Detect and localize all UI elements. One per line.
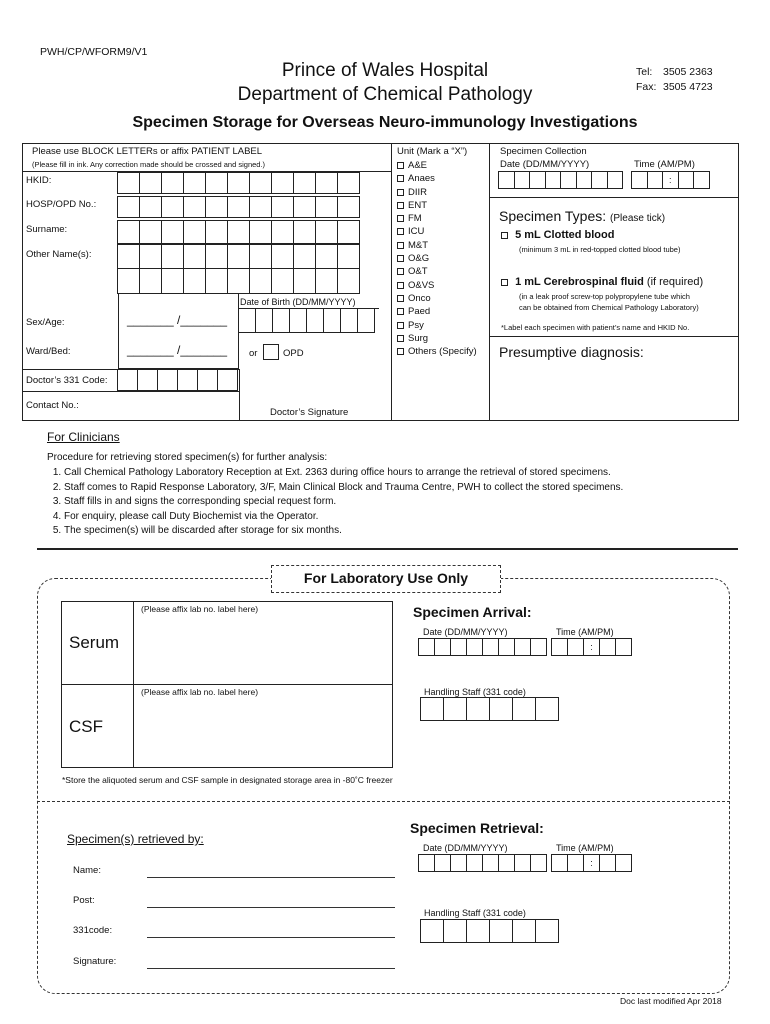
unit-checkbox[interactable]	[397, 255, 404, 262]
blood-option[interactable]: 5 mL Clotted blood	[501, 229, 614, 241]
arrival-heading: Specimen Arrival:	[413, 604, 532, 620]
retrieval-handling-label: Handling Staff (331 code)	[424, 908, 526, 918]
unit-option[interactable]	[397, 345, 477, 358]
procedure-intro: Procedure for retrieving stored specimen(s) for further analysis:	[47, 452, 328, 463]
arrival-handling-boxes[interactable]	[421, 697, 559, 721]
sex-age-label: Sex/Age:	[26, 317, 65, 328]
or-label: or	[249, 348, 258, 359]
unit-option[interactable]	[397, 279, 477, 292]
section-divider	[37, 548, 738, 550]
unit-checkbox[interactable]	[397, 295, 404, 302]
unit-option[interactable]	[397, 239, 477, 252]
contact-label: Contact No.:	[26, 400, 79, 411]
store-note: *Store the aliquoted serum and CSF sample in designated storage area in -80˚C freezer	[62, 775, 393, 785]
retrieval-time-label: Time (AM/PM)	[556, 843, 614, 853]
csf-affix-label: (Please affix lab no. label here)	[141, 687, 259, 697]
unit-option-label: ENT	[408, 199, 427, 211]
sex-age-field[interactable]: _______ /_______	[127, 313, 228, 327]
unit-option[interactable]	[397, 172, 477, 185]
csf-note-2: can be obtained from Chemical Pathology Laboratory)	[519, 303, 699, 312]
unit-option[interactable]	[397, 319, 477, 332]
surname-boxes[interactable]	[118, 220, 360, 244]
unit-option-label: ICU	[408, 226, 425, 238]
doc-modified: Doc last modified Apr 2018	[620, 996, 722, 1006]
arrival-date-label: Date (DD/MM/YYYY)	[423, 627, 508, 637]
lab-use-heading: For Laboratory Use Only	[271, 565, 501, 593]
patient-instruction: Please use BLOCK LETTERs or affix PATIENT LABEL	[32, 146, 263, 157]
unit-option[interactable]	[397, 212, 477, 225]
unit-option-label: Surg	[408, 332, 429, 344]
doctor-signature-label: Doctor’s Signature	[270, 407, 349, 418]
retriever-post-label: Post:	[73, 895, 95, 906]
unit-option-label: M&T	[408, 239, 429, 251]
unit-option[interactable]	[397, 225, 477, 238]
retrieval-heading: Specimen Retrieval:	[410, 820, 544, 836]
sex-ward-frame	[118, 293, 239, 369]
collection-date-boxes[interactable]	[499, 171, 623, 189]
unit-checkbox[interactable]	[397, 335, 404, 342]
retriever-code-line[interactable]	[147, 937, 395, 938]
retriever-signature-label: Signature:	[73, 956, 117, 967]
hkid-label: HKID:	[26, 175, 52, 186]
label-note: *Label each specimen with patient’s name and HKID No.	[501, 323, 690, 332]
collection-time-label: Time (AM/PM)	[634, 159, 695, 170]
unit-option-label: Psy	[408, 319, 424, 331]
blood-checkbox[interactable]	[501, 232, 508, 239]
unit-option-label: O&T	[408, 266, 428, 278]
unit-option[interactable]	[397, 332, 477, 345]
unit-checkbox[interactable]	[397, 348, 404, 355]
clinicians-heading: For Clinicians	[47, 430, 120, 444]
specimen-types-heading: Specimen Types: (Please tick)	[499, 208, 666, 224]
doctor-code-boxes[interactable]	[118, 369, 238, 391]
retrieval-date-label: Date (DD/MM/YYYY)	[423, 843, 508, 853]
unit-option[interactable]	[397, 186, 477, 199]
doctor-code-label: Doctor’s 331 Code:	[26, 375, 108, 386]
retrieved-by-heading: Specimen(s) retrieved by:	[67, 832, 204, 846]
unit-checkbox[interactable]	[397, 268, 404, 275]
unit-option-label: Anaes	[408, 173, 435, 185]
retrieval-time-boxes[interactable]	[552, 854, 632, 872]
retriever-signature-line[interactable]	[147, 968, 395, 969]
ward-bed-field[interactable]: _______ /_______	[127, 343, 228, 357]
unit-checkbox[interactable]	[397, 242, 404, 249]
unit-checkbox[interactable]	[397, 322, 404, 329]
unit-option-label: Others (Specify)	[408, 346, 477, 358]
unit-option-label: Paed	[408, 306, 431, 318]
arrival-handling-label: Handling Staff (331 code)	[424, 687, 526, 697]
fax-label: Fax:	[636, 81, 657, 93]
department-name: Department of Chemical Pathology	[237, 84, 533, 105]
opd-checkbox[interactable]	[263, 344, 279, 360]
retrieval-time-colon: :	[583, 854, 600, 872]
unit-option-label: O&G	[408, 253, 430, 265]
unit-option[interactable]	[397, 252, 477, 265]
hosp-boxes[interactable]	[118, 196, 360, 218]
csf-note-1: (in a leak proof screw-top polypropylene tube which	[519, 292, 690, 301]
unit-option[interactable]	[397, 265, 477, 278]
procedure-step: 4. For enquiry, please call Duty Biochemist via the Operator.	[64, 510, 764, 525]
procedure-steps	[47, 466, 764, 539]
unit-option[interactable]	[397, 199, 477, 212]
arrival-time-label: Time (AM/PM)	[556, 627, 614, 637]
unit-checkbox[interactable]	[397, 175, 404, 182]
unit-option-label: Onco	[408, 292, 431, 304]
csf-option[interactable]: 1 mL Cerebrospinal fluid (if required)	[501, 276, 703, 288]
hosp-label: HOSP/OPD No.:	[26, 199, 97, 210]
unit-checkbox[interactable]	[397, 282, 404, 289]
other-names-label: Other Name(s):	[26, 249, 92, 260]
retriever-name-label: Name:	[73, 865, 101, 876]
procedure-step: 2. Staff comes to Rapid Response Laboratory, 3/F, Main Clinical Block and Trauma Centre, PWH to collect the stored specimens.	[64, 481, 764, 496]
ward-bed-label: Ward/Bed:	[26, 346, 71, 357]
patient-sub-instruction: (Please fill in ink. Any correction made should be crossed and signed.)	[32, 160, 266, 169]
collection-label: Specimen Collection	[500, 146, 587, 157]
csf-label: CSF	[69, 717, 103, 736]
retriever-name-line[interactable]	[147, 877, 395, 878]
other-names-row-1[interactable]	[118, 244, 360, 269]
procedure-step: 1. Call Chemical Pathology Laboratory Reception at Ext. 2363 during office hours to arrange the retrieval of stored specimens.	[64, 466, 764, 481]
blood-note: (minimum 3 mL in red-topped clotted blood tube)	[519, 245, 681, 254]
unit-checkbox[interactable]	[397, 202, 404, 209]
arrival-time-colon: :	[583, 638, 600, 656]
unit-option-label: O&VS	[408, 279, 435, 291]
collection-date-label: Date (DD/MM/YYYY)	[500, 159, 590, 170]
other-names-row-2[interactable]	[118, 268, 360, 294]
unit-option-label: DIIR	[408, 186, 427, 198]
procedure-step: 5. The specimen(s) will be discarded after storage for six months.	[64, 524, 764, 539]
unit-checkbox[interactable]	[397, 228, 404, 235]
lab-divider	[37, 801, 730, 802]
dob-boxes[interactable]	[239, 308, 375, 333]
opd-label: OPD	[283, 348, 304, 359]
unit-checkbox[interactable]	[397, 162, 404, 169]
unit-checkbox[interactable]	[397, 308, 404, 315]
procedure-step: 3. Staff fills in and signs the corresponding special request form.	[64, 495, 764, 510]
unit-option[interactable]	[397, 305, 477, 318]
hkid-boxes[interactable]	[118, 172, 360, 194]
unit-checkbox[interactable]	[397, 189, 404, 196]
unit-options	[397, 159, 477, 358]
collection-time-colon: :	[662, 171, 679, 189]
fax-number: 3505 4723	[663, 81, 713, 93]
retriever-post-line[interactable]	[147, 907, 395, 908]
retriever-code-label: 331code:	[73, 925, 113, 936]
form-title: Specimen Storage for Overseas Neuro-immunology Investigations	[132, 114, 638, 131]
tel-number: 3505 2363	[663, 66, 713, 78]
surname-label: Surname:	[26, 224, 68, 235]
retrieval-handling-boxes[interactable]	[421, 919, 559, 943]
dob-label: Date of Birth (DD/MM/YYYY)	[240, 297, 356, 307]
tel-label: Tel:	[636, 66, 653, 78]
hospital-name: Prince of Wales Hospital	[281, 60, 489, 81]
unit-option-label: FM	[408, 213, 422, 225]
csf-checkbox[interactable]	[501, 279, 508, 286]
unit-checkbox[interactable]	[397, 215, 404, 222]
unit-option[interactable]	[397, 292, 477, 305]
arrival-time-boxes[interactable]	[552, 638, 632, 656]
presumptive-diagnosis-heading: Presumptive diagnosis:	[499, 344, 644, 360]
form-code: PWH/CP/WFORM9/V1	[40, 46, 148, 58]
unit-option-label: A&E	[408, 160, 428, 171]
collection-time-boxes[interactable]	[632, 171, 710, 189]
serum-label: Serum	[69, 633, 120, 652]
arrival-date-boxes[interactable]	[419, 638, 547, 656]
serum-affix-label: (Please affix lab no. label here)	[141, 604, 259, 614]
retrieval-date-boxes[interactable]	[419, 854, 547, 872]
unit-label: Unit (Mark a “X”)	[397, 146, 468, 157]
unit-option[interactable]	[397, 159, 477, 172]
